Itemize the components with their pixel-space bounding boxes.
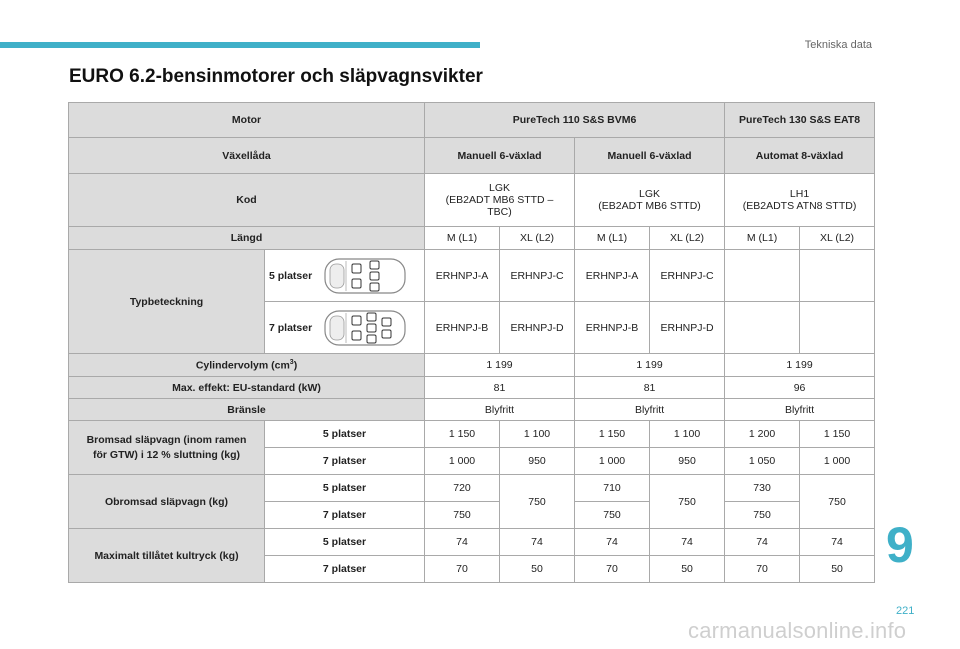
nose-cell: 70 [725,556,800,583]
seat-label: 7 platser [269,321,313,334]
type-cell: ERHNPJ-C [650,250,725,302]
seat-label: 5 platser [265,421,425,448]
braked-cell: 1 100 [500,421,575,448]
nose-cell: 74 [725,529,800,556]
length-cell: M (L1) [725,227,800,250]
braked-cell: 1 150 [425,421,500,448]
code-line: (EB2ADT MB6 STTD – [445,194,554,206]
nose-cell: 70 [575,556,650,583]
gearbox-cell: Automat 8-växlad [725,138,875,174]
unbraked-cell: 750 [725,502,800,529]
nose-cell: 74 [500,529,575,556]
code-line: LGK [489,182,511,194]
type-cell [800,250,875,302]
gearbox-cell: Manuell 6-växlad [425,138,575,174]
table-row [69,399,875,421]
power-cell: 81 [575,377,725,399]
braked-cell: 950 [500,448,575,475]
row-label-motor: Motor [69,103,425,138]
nose-cell: 74 [650,529,725,556]
braked-label-line: Bromsad släpvagn (inom ramen [86,433,247,446]
braked-cell: 1 000 [800,448,875,475]
fuel-cell: Blyfritt [425,399,575,421]
braked-cell: 950 [650,448,725,475]
page-title: EURO 6.2-bensinmotorer och släpvagnsvikter [69,66,483,87]
section-label: Tekniska data [804,39,872,51]
braked-cell: 1 050 [725,448,800,475]
code-line: (EB2ADT MB6 STTD) [598,200,701,212]
nose-cell: 74 [575,529,650,556]
table-row [69,475,875,502]
power-cell: 81 [425,377,575,399]
displacement-cell: 1 199 [575,354,725,377]
seat-label: 5 platser [269,269,313,282]
table-row [69,250,875,302]
length-cell: M (L1) [575,227,650,250]
unbraked-cell: 750 [575,502,650,529]
fuel-cell: Blyfritt [725,399,875,421]
row-label-fuel: Bränsle [69,399,425,421]
row-label-unbraked: Obromsad släpvagn (kg) [69,475,265,529]
braked-cell: 1 150 [575,421,650,448]
row-label-nose-weight: Maximalt tillåtet kultryck (kg) [69,529,265,583]
unbraked-cell: 730 [725,475,800,502]
gearbox-cell: Manuell 6-växlad [575,138,725,174]
chapter-number: 9 [886,517,914,573]
van-7-seats-icon [324,309,406,347]
code-line: (EB2ADTS ATN8 STTD) [742,200,857,212]
displacement-cell: 1 199 [425,354,575,377]
nose-cell: 50 [500,556,575,583]
unbraked-cell: 750 [800,475,875,529]
nose-cell: 70 [425,556,500,583]
length-cell: XL (L2) [650,227,725,250]
table-row [69,529,875,556]
code-line: LH1 [789,188,810,200]
displacement-label: Cylindervolym (cm [195,359,290,372]
unbraked-cell: 750 [425,502,500,529]
van-5-seats-icon [324,257,406,295]
length-cell: XL (L2) [800,227,875,250]
unbraked-cell: 720 [425,475,500,502]
table-row [69,354,875,377]
seat-label: 7 platser [265,448,425,475]
row-label-displacement [69,354,425,377]
seat-config-7 [265,302,425,354]
nose-cell: 50 [800,556,875,583]
row-label-braked [69,421,265,475]
type-cell: ERHNPJ-B [575,302,650,354]
seat-label: 7 platser [265,502,425,529]
row-label-code: Kod [69,174,425,227]
displacement-close: ) [293,359,298,372]
row-label-length: Längd [69,227,425,250]
seat-label: 5 platser [265,529,425,556]
unbraked-cell: 710 [575,475,650,502]
table-row [69,138,875,174]
engine-header: PureTech 130 S&S EAT8 [725,103,875,138]
row-label-type: Typbeteckning [69,250,265,354]
power-cell: 96 [725,377,875,399]
engine-header: PureTech 110 S&S BVM6 [425,103,725,138]
table-row [69,103,875,138]
header-accent-bar [0,42,480,48]
length-cell: M (L1) [425,227,500,250]
code-cell [725,174,875,227]
braked-cell: 1 000 [575,448,650,475]
seat-label: 7 platser [265,556,425,583]
type-cell: ERHNPJ-C [500,250,575,302]
code-line: LGK [639,188,661,200]
seat-config-5 [265,250,425,302]
table-row [69,377,875,399]
seat-label: 5 platser [265,475,425,502]
braked-cell: 1 000 [425,448,500,475]
table-row [69,421,875,448]
displacement-cell: 1 199 [725,354,875,377]
braked-cell: 1 150 [800,421,875,448]
unbraked-cell: 750 [500,475,575,529]
type-cell [800,302,875,354]
row-label-power: Max. effekt: EU-standard (kW) [69,377,425,399]
watermark: carmanualsonline.info [688,618,907,643]
braked-cell: 1 200 [725,421,800,448]
row-label-gearbox: Växellåda [69,138,425,174]
fuel-cell: Blyfritt [575,399,725,421]
unbraked-cell: 750 [650,475,725,529]
table-row [69,227,875,250]
nose-cell: 74 [425,529,500,556]
page-number: 221 [896,605,915,617]
displacement-sup: 3 [289,358,294,366]
type-cell [725,302,800,354]
braked-label-line: för GTW) i 12 % sluttning (kg) [93,448,240,461]
length-cell: XL (L2) [500,227,575,250]
type-cell: ERHNPJ-A [575,250,650,302]
spec-table [68,102,875,583]
type-cell: ERHNPJ-A [425,250,500,302]
code-cell [575,174,725,227]
type-cell [725,250,800,302]
nose-cell: 74 [800,529,875,556]
code-line: TBC) [487,206,512,218]
code-cell [425,174,575,227]
type-cell: ERHNPJ-D [500,302,575,354]
braked-cell: 1 100 [650,421,725,448]
table-row [69,174,875,227]
type-cell: ERHNPJ-D [650,302,725,354]
type-cell: ERHNPJ-B [425,302,500,354]
nose-cell: 50 [650,556,725,583]
